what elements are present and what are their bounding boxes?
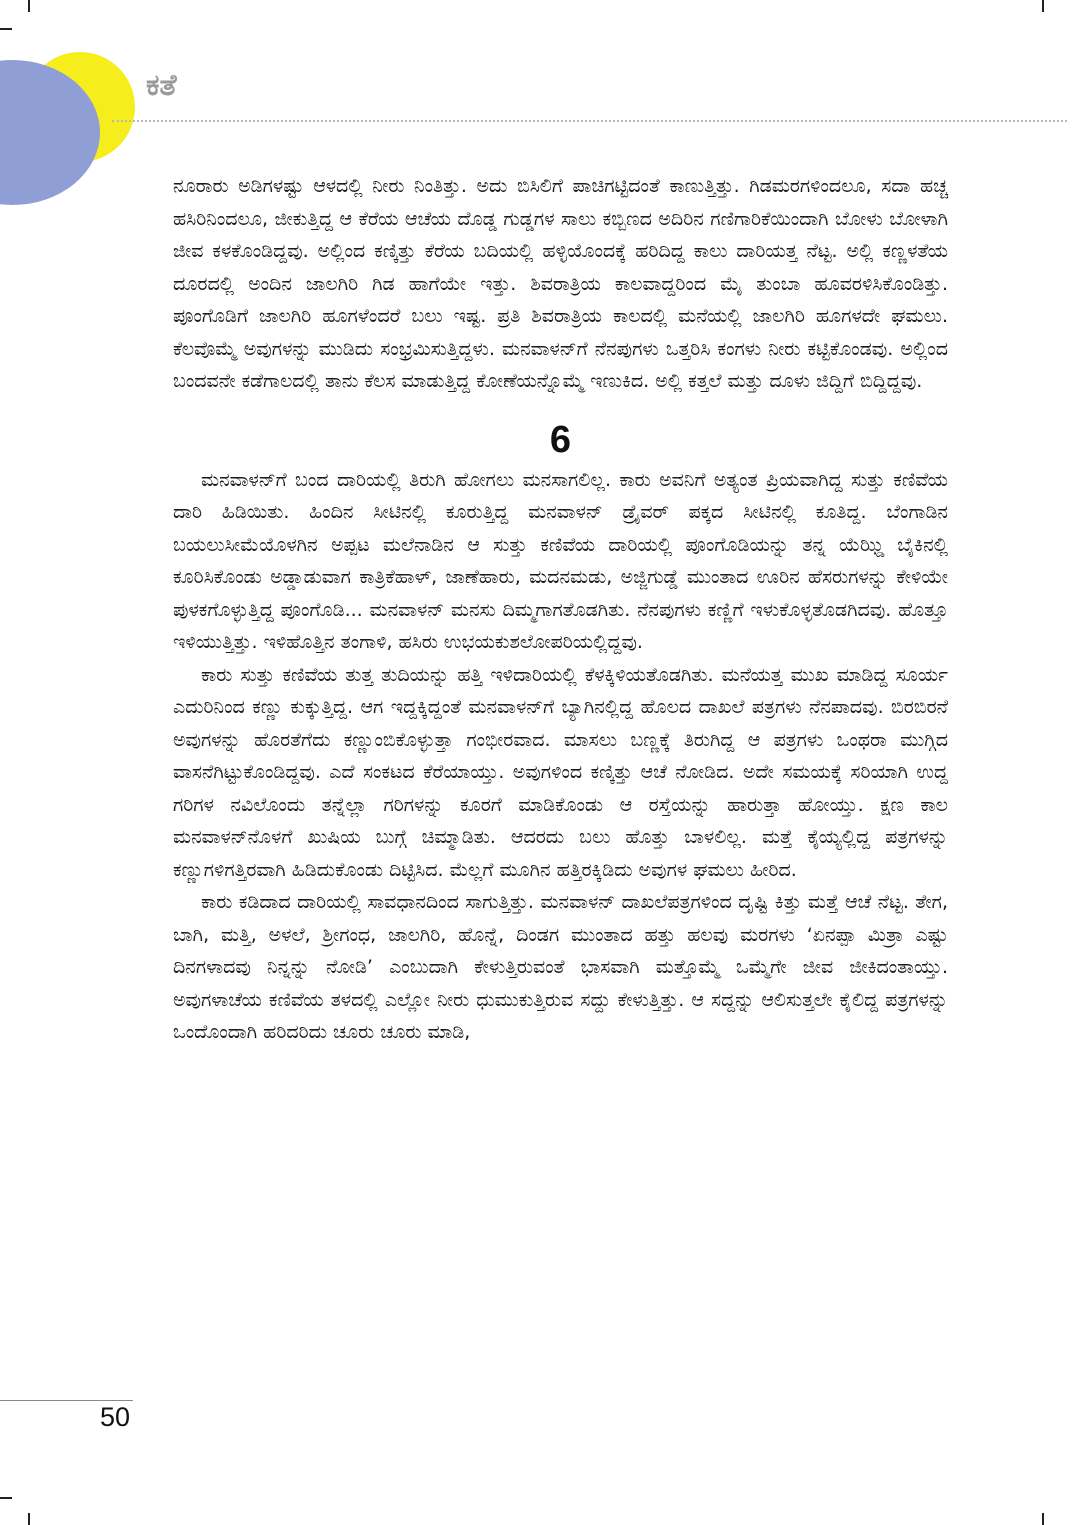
crop-mark-top-left: [28, 0, 30, 12]
crop-mark-bottom-left: [28, 1513, 30, 1525]
page-number: 50: [100, 1402, 131, 1432]
crop-mark-top-right: [1042, 0, 1044, 12]
crop-mark-left-upper: [0, 28, 12, 30]
header-dotted-divider: [112, 120, 1067, 122]
paragraph-1: ನೂರಾರು ಅಡಿಗಳಷ್ಟು ಆಳದಲ್ಲಿ ನೀರು ನಿಂತಿತ್ತು. ಅದು ಬಿಸಿಲಿಗೆ ಪಾಚಿಗಟ್ಟಿದಂತೆ ಕಾಣುತ್ತಿತ್ತು. ಗಿಡಮರಗಳಿಂದಲೂ, ಸದಾ ಹಚ್ಚ ಹಸಿರಿನಿಂದಲೂ, ಜೀಕುತ್ತಿದ್ದ ಆ ಕೆರೆಯ ಆಚೆಯ ದೊಡ್ಡ ಗುಡ್ಡಗಳ ಸಾಲು ಕಬ್ಬಿಣದ ಅದಿರಿನ ಗಣಿಗಾರಿಕೆಯಿಂದಾಗಿ ಬೋಳು ಬೋಳಾಗಿ ಜೀವ ಕಳಕೊಂಡಿದ್ದವು. ಅಲ್ಲಿಂದ ಕಣ್ಕಿತ್ತು ಕೆರೆಯ ಬದಿಯಲ್ಲಿ ಹಳ್ಳಿಯೊಂದಕ್ಕೆ ಹರಿದಿದ್ದ ಕಾಲು ದಾರಿಯತ್ತ ನೆಟ್ಟ. ಅಲ್ಲಿ ಕಣ್ಣಳತೆಯ ದೂರದಲ್ಲಿ ಅಂದಿನ ಜಾಲಗಿರಿ ಗಿಡ ಹಾಗೆಯೇ ಇತ್ತು. ಶಿವರಾತ್ರಿಯ ಕಾಲವಾದ್ದರಿಂದ ಮೈ ತುಂಬಾ ಹೂವರಳಿಸಿಕೊಂಡಿತ್ತು. ಪೂಂಗೊಡಿಗೆ ಜಾಲಗಿರಿ ಹೂಗಳೆಂದರೆ ಬಲು ಇಷ್ಟ. ಪ್ರತಿ ಶಿವರಾತ್ರಿಯ ಕಾಲದಲ್ಲಿ ಮನೆಯಲ್ಲಿ ಜಾಲಗಿರಿ ಹೂಗಳದೇ ಘಮಲು. ಕೆಲವೊಮ್ಮೆ ಅವುಗಳನ್ನು ಮುಡಿದು ಸಂಭ್ರಮಿಸುತ್ತಿದ್ದಳು. ಮನವಾಳನ್‌ಗೆ ನೆನಪುಗಳು ಒತ್ತರಿಸಿ ಕಂಗಳು ನೀರು ಕಟ್ಟಿಕೊಂಡವು. ಅಲ್ಲಿಂದ ಬಂದವನೇ ಕಡೆಗಾಲದಲ್ಲಿ ತಾನು ಕೆಲಸ ಮಾಡುತ್ತಿದ್ದ ಕೋಣೆಯನ್ನೊಮ್ಮೆ ಇಣುಕಿದ. ಅಲ್ಲಿ ಕತ್ತಲೆ ಮತ್ತು ದೂಳು ಜಿದ್ದಿಗೆ ಬಿದ್ದಿದ್ದವು.: [173, 175, 948, 392]
chapter-number: 6: [549, 418, 572, 461]
footer-divider: [0, 1400, 133, 1401]
paragraph-2: ಮನವಾಳನ್‌ಗೆ ಬಂದ ದಾರಿಯಲ್ಲಿ ತಿರುಗಿ ಹೋಗಲು ಮನಸಾಗಲಿಲ್ಲ. ಕಾರು ಅವನಿಗೆ ಅತ್ಯಂತ ಪ್ರಿಯವಾಗಿದ್ದ ಸುತ್ತು ಕಣಿವೆಯ ದಾರಿ ಹಿಡಿಯಿತು. ಹಿಂದಿನ ಸೀಟಿನಲ್ಲಿ ಕೂರುತ್ತಿದ್ದ ಮನವಾಳನ್ ಡ್ರೈವರ್ ಪಕ್ಕದ ಸೀಟಿನಲ್ಲಿ ಕೂತಿದ್ದ. ಬೆಂಗಾಡಿನ ಬಯಲುಸೀಮೆಯೊಳಗಿನ ಅಪ್ಪಟ ಮಲೆನಾಡಿನ ಆ ಸುತ್ತು ಕಣಿವೆಯ ದಾರಿಯಲ್ಲಿ ಪೂಂಗೊಡಿಯನ್ನು ತನ್ನ ಯೆಝ್ಡಿ ಬೈಕಿನಲ್ಲಿ ಕೂರಿಸಿಕೊಂಡು ಅಡ್ಡಾಡುವಾಗ ಕಾತ್ರಿಕೆಹಾಳ್, ಜಾಣೆಹಾರು, ಮದನಮಡು, ಅಜ್ಜಿಗುಡ್ಡೆ ಮುಂತಾದ ಊರಿನ ಹೆಸರುಗಳನ್ನು ಕೇಳಿಯೇ ಪುಳಕಗೊಳ್ಳುತ್ತಿದ್ದ ಪೂಂಗೊಡಿ... ಮನವಾಳನ್ ಮನಸು ದಿಮ್ಮಗಾಗತೊಡಗಿತು. ನೆನಪುಗಳು ಕಣ್ಣಿಗೆ ಇಳುಕೊಳ್ಳತೊಡಗಿದವು. ಹೊತ್ತೂ ಇಳಿಯುತ್ತಿತ್ತು. ಇಳಿಹೊತ್ತಿನ ತಂಗಾಳಿ, ಹಸಿರು ಉಭಯಕುಶಲೋಪರಿಯಲ್ಲಿದ್ದವು.: [173, 468, 948, 653]
body-text: [173, 170, 948, 1049]
paragraph-3: ಕಾರು ಸುತ್ತು ಕಣಿವೆಯ ತುತ್ತ ತುದಿಯನ್ನು ಹತ್ತಿ ಇಳಿದಾರಿಯಲ್ಲಿ ಕೆಳಕ್ಕಿಳಿಯತೊಡಗಿತು. ಮನೆಯತ್ತ ಮುಖ ಮಾಡಿದ್ದ ಸೂರ್ಯ ಎದುರಿನಿಂದ ಕಣ್ಣು ಕುಕ್ಕುತ್ತಿದ್ದ. ಆಗ ಇದ್ದಕ್ಕಿದ್ದಂತೆ ಮನವಾಳನ್‌ಗೆ ಬ್ಯಾಗಿನಲ್ಲಿದ್ದ ಹೊಲದ ದಾಖಲೆ ಪತ್ರಗಳು ನೆನಪಾದವು. ಬಿರಬಿರನೆ ಅವುಗಳನ್ನು ಹೊರತೆಗೆದು ಕಣ್ಣುಂಬಿಕೊಳ್ಳುತ್ತಾ ಗಂಭೀರವಾದ. ಮಾಸಲು ಬಣ್ಣಕ್ಕೆ ತಿರುಗಿದ್ದ ಆ ಪತ್ರಗಳು ಒಂಥರಾ ಮುಗ್ಗಿದ ವಾಸನೆಗಿಟ್ಟುಕೊಂಡಿದ್ದವು. ಎದೆ ಸಂಕಟದ ಕೆರೆಯಾಯ್ತು. ಅವುಗಳಿಂದ ಕಣ್ಕಿತ್ತು ಆಚೆ ನೋಡಿದ. ಅದೇ ಸಮಯಕ್ಕೆ ಸರಿಯಾಗಿ ಉದ್ದ ಗರಿಗಳ ನವಿಲೊಂದು ತನ್ನೆಲ್ಲಾ ಗರಿಗಳನ್ನು ಕೂರಗೆ ಮಾಡಿಕೊಂಡು ಆ ರಸ್ತೆಯನ್ನು ಹಾರುತ್ತಾ ಹೋಯ್ತು. ಕ್ಷಣ ಕಾಲ ಮನವಾಳನ್‌ನೊಳಗೆ ಖುಷಿಯ ಬುಗ್ಗೆ ಚಿಮ್ಮಾಡಿತು. ಆದರದು ಬಲು ಹೊತ್ತು ಬಾಳಲಿಲ್ಲ. ಮತ್ತೆ ಕೈಯ್ಯಲ್ಲಿದ್ದ ಪತ್ರಗಳನ್ನು ಕಣ್ಣುಗಳಿಗತ್ತಿರವಾಗಿ ಹಿಡಿದುಕೊಂಡು ದಿಟ್ಟಿಸಿದ. ಮೆಲ್ಲಗೆ ಮೂಗಿನ ಹತ್ತಿರಕ್ಕಿಡಿದು ಅವುಗಳ ಘಮಲು ಹೀರಿದ.: [173, 663, 948, 881]
crop-mark-left-lower: [0, 1497, 12, 1499]
crop-mark-bottom-right: [1042, 1513, 1044, 1525]
section-title: ಕತೆ: [146, 68, 177, 103]
paragraph-4: ಕಾರು ಕಡಿದಾದ ದಾರಿಯಲ್ಲಿ ಸಾವಧಾನದಿಂದ ಸಾಗುತ್ತಿತ್ತು. ಮನವಾಳನ್ ದಾಖಲೆಪತ್ರಗಳಿಂದ ದೃಷ್ಟಿ ಕಿತ್ತು ಮತ್ತೆ ಆಚೆ ನೆಟ್ಟ. ತೇಗ, ಬಾಗಿ, ಮತ್ತಿ, ಅಳಲೆ, ಶ್ರೀಗಂಧ, ಜಾಲಗಿರಿ, ಹೊನ್ನೆ, ದಿಂಡಗ ಮುಂತಾದ ಹತ್ತು ಹಲವು ಮರಗಳು ‘ಏನಪ್ಪಾ ಮಿತ್ರಾ ಎಷ್ಟು ದಿನಗಳಾದವು ನಿನ್ನನ್ನು ನೋಡಿ’ ಎಂಬುದಾಗಿ ಕೇಳುತ್ತಿರುವಂತೆ ಭಾಸವಾಗಿ ಮತ್ತೊಮ್ಮೆ ಒಮ್ಮೆಗೇ ಜೀವ ಜೀಕಿದಂತಾಯ್ತು. ಅವುಗಳಾಚೆಯ ಕಣಿವೆಯ ತಳದಲ್ಲಿ ಎಲ್ಲೋ ನೀರು ಧುಮುಕುತ್ತಿರುವ ಸದ್ದು ಕೇಳುತ್ತಿತ್ತು. ಆ ಸದ್ದನ್ನು ಆಲಿಸುತ್ತಲೇ ಕೈಲಿದ್ದ ಪತ್ರಗಳನ್ನು ಒಂದೊಂದಾಗಿ ಹರಿದರಿದು ಚೂರು ಚೂರು ಮಾಡಿ,: [173, 891, 948, 1043]
